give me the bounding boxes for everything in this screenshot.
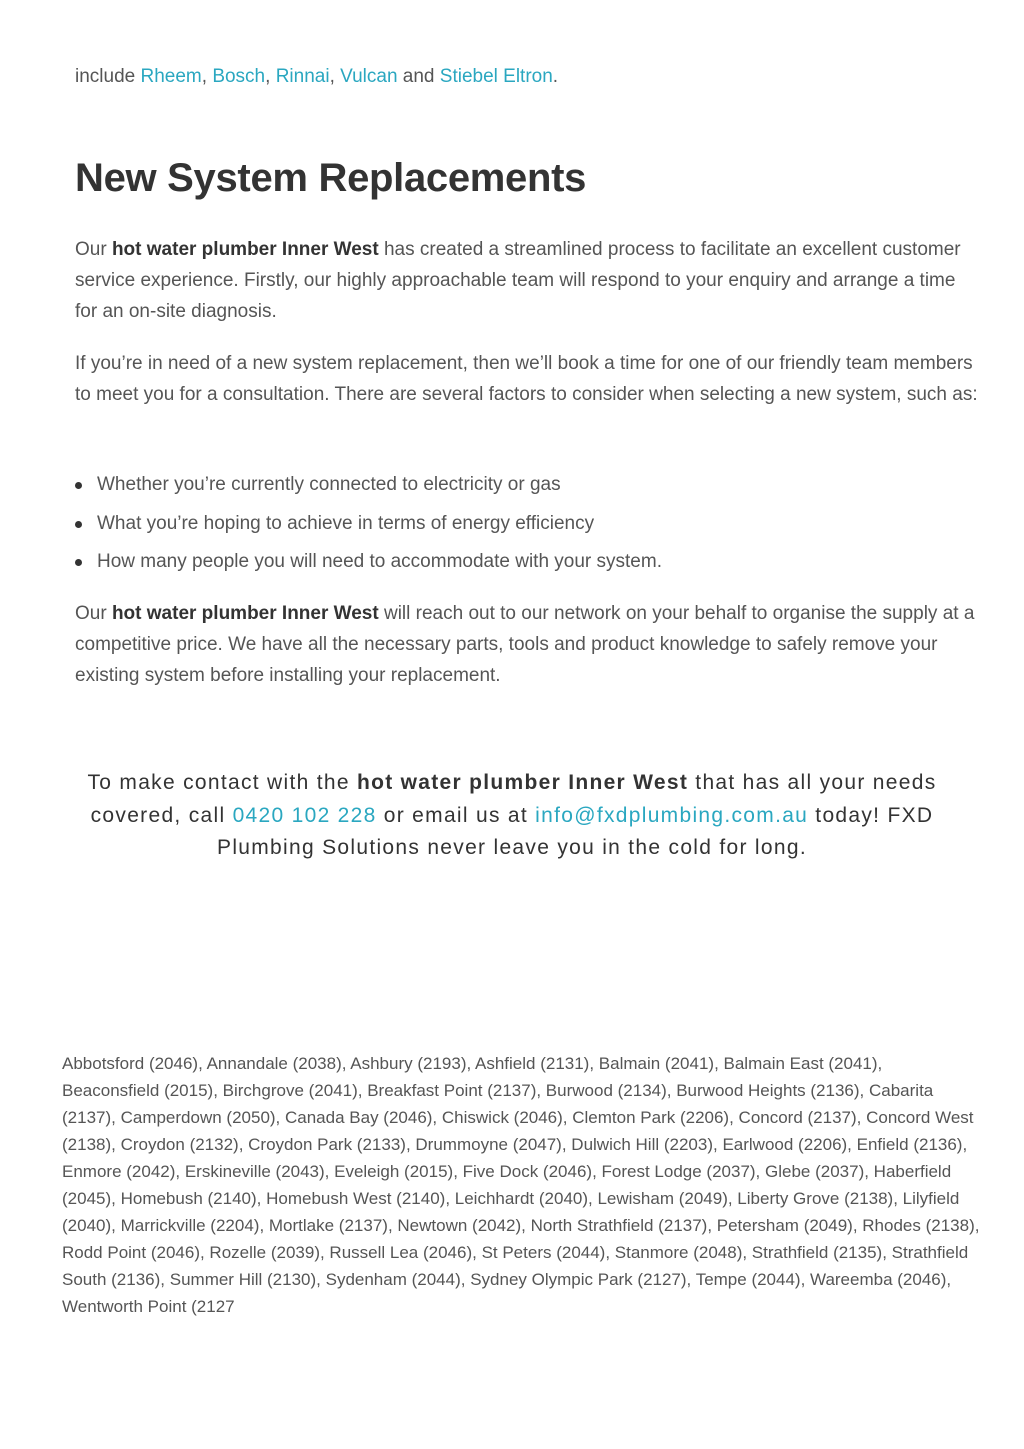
separator: ,: [329, 66, 341, 87]
brand-link-bosch[interactable]: Bosch: [212, 66, 266, 87]
list-item: [75, 505, 662, 544]
keyword-bold: hot water plumber Inner West: [111, 239, 379, 260]
paragraph-supply: [75, 598, 980, 691]
intro-prefix: include: [75, 66, 141, 87]
bullet-icon: [75, 482, 82, 489]
brand-link-rinnai[interactable]: Rinnai: [275, 66, 330, 87]
bullet-icon: [75, 559, 82, 566]
list-item-text: How many people you will need to accommodate with your system.: [97, 551, 662, 572]
text: that has all your needs covered, call: [90, 771, 937, 827]
list-item-text: Whether you’re currently connected to electricity or gas: [97, 474, 561, 495]
text: To make contact with the: [87, 771, 357, 794]
text: has created a streamlined process to facilitate an excellent customer service experience. Firstly, our highly approachable team will respond to your enquiry and arrange a time for an on-site diagnosis.: [75, 239, 961, 322]
phone-link[interactable]: 0420 102 228: [232, 803, 377, 827]
brand-link-rheem[interactable]: Rheem: [140, 66, 202, 87]
keyword-bold: hot water plumber Inner West: [111, 603, 379, 624]
text: or email us at: [376, 803, 536, 827]
paragraph-process: [75, 234, 980, 327]
brands-intro: [75, 64, 558, 90]
paragraph-consultation: If you’re in need of a new system replacement, then we’ll book a time for one of our friendly team members to meet you for a consultation. There are several factors to consider when selecting a new system, such as:: [75, 353, 978, 405]
section-heading: New System Replacements: [75, 156, 587, 200]
period: .: [552, 66, 559, 87]
text: today! FXD Plumbing Solutions never leave you in the cold for long.: [217, 803, 934, 859]
separator: ,: [265, 66, 276, 87]
list-item: [75, 543, 662, 582]
contact-call-to-action: [75, 767, 949, 865]
service-areas-list: Abbotsford (2046), Annandale (2038), Ashbury (2193), Ashfield (2131), Balmain (2041), Balmain East (2041), Beaconsfield (2015), Birchgrove (2041), Breakfast Point (2137), Burwood (2134), Burwood Heights (2136), Cabarita (2137), Camperdown (2050), Canada Bay (2046), Chiswick (2046), Clemton Park (2206), Concord (2137), Concord West (2138), Croydon (2132), Croydon Park (2133), Drummoyne (2047), Dulwich Hill (2203), Earlwood (2206), Enfield (2136), Enmore (2042), Erskineville (2043), Eveleigh (2015), Five Dock (2046), Forest Lodge (2037), Glebe (2037), Haberfield (2045), Homebush (2140), Homebush West (2140), Leichhardt (2040), Lewisham (2049), Liberty Grove (2138), Lilyfield (2040), Marrickville (2204), Mortlake (2137), Newtown (2042), North Strathfield (2137), Petersham (2049), Rhodes (2138), Rodd Point (2046), Rozelle (2039), Russell Lea (2046), St Peters (2044), Stanmore (2048), Strathfield (2135), Strathfield South (2136), Summer Hill (2130), Sydenham (2044), Sydney Olympic Park (2127), Tempe (2044), Wareemba (2046), Wentworth Point (2127: [62, 1054, 980, 1316]
factors-list: [75, 466, 662, 582]
keyword-bold: hot water plumber Inner West: [356, 771, 689, 794]
text: Our: [75, 603, 112, 624]
text: will reach out to our network on your behalf to organise the supply at a competitive price. We have all the necessary parts, tools and product knowledge to safely remove your existing system before installing your replacement.: [75, 603, 975, 686]
list-item: [75, 466, 662, 505]
brand-link-stiebel-eltron[interactable]: Stiebel Eltron: [439, 66, 553, 87]
separator: ,: [201, 66, 213, 87]
brand-link-vulcan[interactable]: Vulcan: [340, 66, 398, 87]
text: Our: [75, 239, 112, 260]
email-link[interactable]: info@fxdplumbing.com.au: [535, 803, 809, 827]
bullet-icon: [75, 521, 82, 528]
conjunction: and: [397, 66, 440, 87]
list-item-text: What you’re hoping to achieve in terms of energy efficiency: [97, 512, 595, 534]
